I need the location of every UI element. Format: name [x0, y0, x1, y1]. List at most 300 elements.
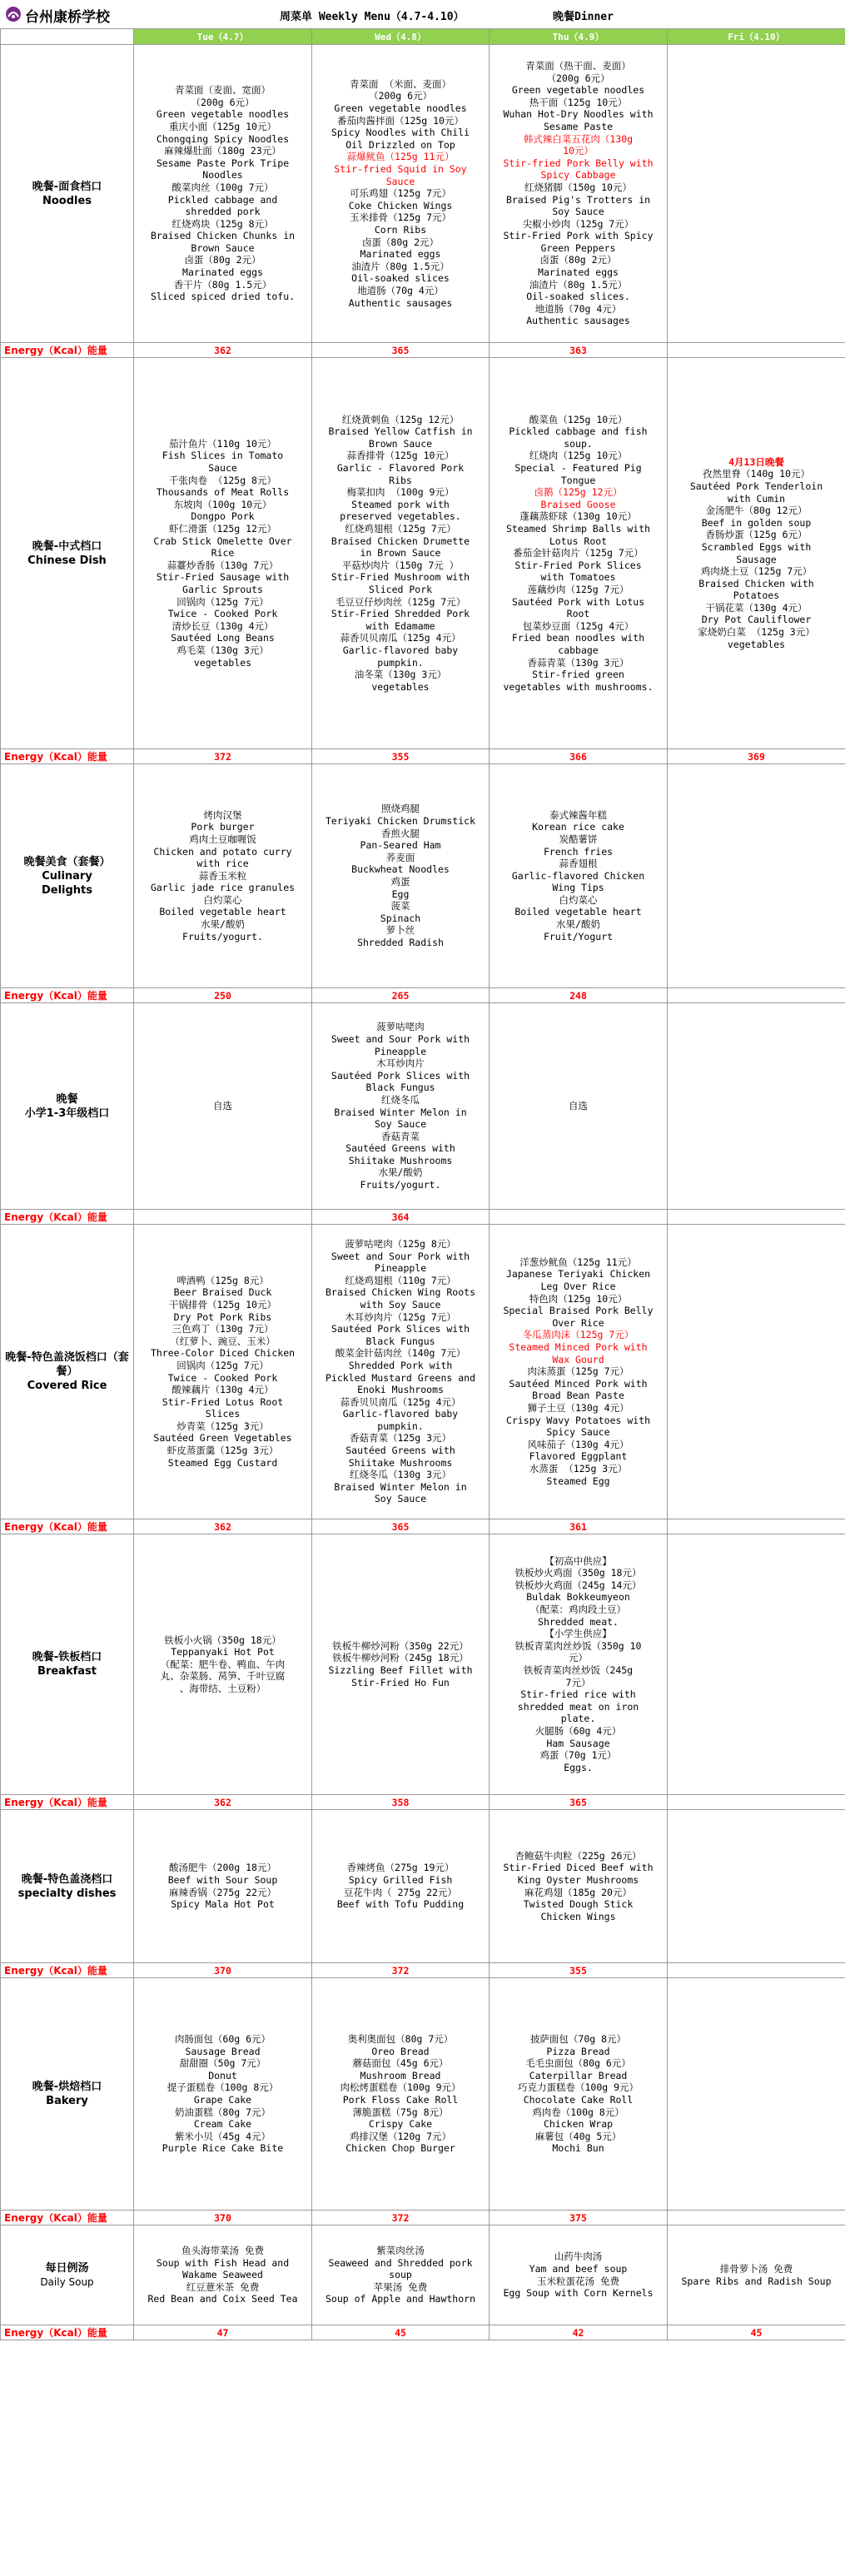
menu-item-line: 【初高中供应】 [544, 1554, 612, 1567]
menu-cell [490, 764, 668, 988]
energy-value: 42 [490, 2325, 668, 2340]
menu-item-line: Spinach [380, 912, 421, 924]
energy-value: 363 [490, 343, 668, 358]
section-label-zh: 晚餐-中式档口 [32, 540, 102, 553]
menu-item-line: 红烧冬瓜 [381, 1093, 420, 1106]
menu-item-line: Noodles [202, 169, 243, 182]
menu-item-line: Sauce [385, 175, 415, 187]
menu-item-line: 特色肉（125g 10元） [529, 1292, 628, 1305]
menu-item-line: Beef with Tofu Pudding [336, 1898, 465, 1911]
section-label-en: Breakfast [37, 1665, 97, 1678]
menu-item-line: Sautéed Greens with [345, 1142, 455, 1155]
menu-item-line: Wing Tips [552, 882, 604, 894]
menu-item-line: （配菜：鸡肉段土豆） [530, 1604, 626, 1616]
menu-item-line: Donut [208, 2069, 237, 2081]
menu-item-line: Buckwheat Noodles [351, 863, 450, 876]
menu-item-line: 铁板牛柳炒河粉（245g 18元） [332, 1652, 469, 1664]
menu-item-line: 鱼头海带菜汤 免费 [181, 2245, 264, 2257]
menu-cell [312, 1810, 490, 1963]
day-header-1: Tue（4.7） [134, 29, 312, 45]
energy-value: 45 [668, 2325, 845, 2340]
menu-item-line: Shredded meat. [538, 1615, 619, 1628]
menu-item-line: Lotus Root [549, 535, 608, 547]
energy-value: 370 [134, 1963, 312, 1978]
menu-item-line: 铁板炒火鸡面（350g 18元） [514, 1567, 642, 1579]
menu-item-line: 甜甜圈（50g 7元） [179, 2057, 266, 2070]
menu-item-line: 回锅肉（125g 7元） [176, 595, 269, 608]
menu-item-line: Chocolate Cake Roll [523, 2094, 634, 2106]
menu-cell [668, 1978, 845, 2210]
menu-item-line: pumpkin. [377, 1420, 424, 1432]
menu-item-line: Braised Yellow Catfish in [328, 425, 473, 438]
menu-item-line: Coke Chicken Wings [348, 199, 453, 211]
menu-item-line: 红豆薏米茶 免费 [186, 2280, 260, 2293]
menu-item-line: Pineapple [374, 1262, 427, 1275]
menu-item-line: Tongue [560, 474, 596, 486]
menu-item-line: Shiitake Mushrooms [348, 1456, 453, 1469]
menu-item-line: （红萝卜、豌豆、玉米） [170, 1335, 276, 1347]
menu-item-line: 卤鹅（125g 12元） [534, 486, 623, 499]
menu-item-line: 冬瓜蒸肉沫（125g 7元） [522, 1329, 634, 1341]
menu-item-line: Garlic-flavored Chicken [511, 869, 645, 882]
section-label-zh: 晚餐-特色盖浇饭档口（套餐） [5, 1351, 129, 1378]
menu-item-line: 苹果汤 免费 [373, 2280, 428, 2293]
menu-item-line: Sautéed Green Vegetables [153, 1432, 292, 1445]
menu-item-line: Mochi Bun [552, 2142, 604, 2155]
menu-item-line: Crispy Cake [368, 2118, 433, 2131]
section-label [1, 2225, 134, 2325]
menu-item-line: with Edamame [365, 619, 435, 632]
energy-value: 365 [312, 343, 490, 358]
menu-cell [668, 1810, 845, 1963]
menu-item-line: 莲藕炒肉（125g 7元） [527, 583, 629, 595]
menu-item-line: 茄汁鱼片（110g 10元） [169, 437, 276, 450]
energy-label: Energy（Kcal）能量 [1, 1963, 134, 1978]
section-row [1, 2225, 845, 2325]
menu-cell [134, 1003, 312, 1210]
menu-item-line: Spicy Noodles with Chili [331, 127, 470, 139]
menu-item-line: 香煎火腿 [381, 827, 420, 839]
menu-item-line: Oil Drizzled on Top [345, 138, 455, 151]
section-label [1, 1978, 134, 2210]
menu-item-line: 肉松烤蛋糕卷（100g 9元） [340, 2081, 461, 2094]
menu-item-line: 酸菜金针菇肉丝（140g 7元） [335, 1347, 466, 1360]
menu-item-line: Sautéed Minced Pork with [509, 1377, 648, 1390]
menu-cell [668, 45, 845, 343]
energy-value: 372 [134, 749, 312, 764]
menu-item-line: 巧克力蛋糕卷（100g 9元） [517, 2081, 639, 2094]
menu-item-line: 卤蛋（80g 2元） [184, 254, 261, 266]
menu-item-line: Green vegetable noodles [334, 102, 467, 115]
menu-item-line: Stir-Fried Pork Slices [514, 559, 642, 571]
menu-item-line: 蒜爆鱿鱼（125g 11元） [346, 151, 455, 163]
menu-item-line: Steamed Shrimp Balls with [505, 523, 651, 535]
menu-item-line: pumpkin. [377, 656, 424, 669]
menu-cell [668, 764, 845, 988]
menu-item-line: 酸菜肉丝（100g 7元） [171, 181, 274, 193]
menu-item-line: 卤蛋（80g 2元） [361, 236, 440, 248]
menu-item-line: 毛毛虫面包（80g 6元） [525, 2057, 631, 2070]
menu-item-line: 木耳炒肉片（125g 7元） [345, 1310, 456, 1323]
menu-item-line: Thousands of Meat Rolls [156, 486, 290, 499]
menu-item-line: Sliced Pork [368, 583, 433, 595]
menu-item-line: Garlic jade rice granules [150, 882, 296, 894]
menu-item-line: 卤蛋（80g 2元） [539, 254, 617, 266]
energy-row [1, 343, 845, 358]
menu-item-line: shredded meat on iron [517, 1700, 639, 1713]
menu-cell [490, 2225, 668, 2325]
menu-item-line: Stir-fried Pork Belly with [503, 157, 654, 169]
energy-value [668, 343, 845, 358]
menu-item-line: Fruit/Yogurt [543, 930, 614, 942]
menu-item-line: Sweet and Sour Pork with [331, 1032, 470, 1045]
menu-item-line: preserved vegetables. [340, 510, 461, 523]
menu-item-line: Steamed Egg Custard [167, 1456, 278, 1469]
menu-item-line: 水果/酸奶 [378, 1166, 423, 1179]
energy-value: 45 [312, 2325, 490, 2340]
menu-cell [134, 1978, 312, 2210]
menu-item-line: 酸辣藕片（130g 4元） [171, 1384, 274, 1396]
menu-cell [312, 1225, 490, 1519]
menu-item-line: Sesame Paste [543, 120, 614, 132]
section-label-zh: 晚餐-特色盖浇档口 [21, 1872, 113, 1886]
menu-item-line: 家烧奶白菜 （125g 3元） [698, 626, 815, 639]
section-label-zh: 晚餐-烘焙档口 [32, 2081, 102, 2093]
menu-item-line: Stir-Fried Mushroom with [331, 571, 470, 584]
energy-value: 47 [134, 2325, 312, 2340]
menu-item-line: 菠菜 [390, 900, 410, 913]
menu-item-line: 风味茄子（130g 4元） [527, 1438, 629, 1450]
menu-item-line: Shiitake Mushrooms [348, 1154, 453, 1166]
energy-value: 250 [134, 988, 312, 1003]
section-label [1, 1810, 134, 1963]
menu-item-line: with Tomatoes [540, 571, 616, 584]
menu-item-line: 肉肠面包（60g 6元） [174, 2033, 271, 2046]
menu-item-line: Spare Ribs and Radish Soup [681, 2275, 832, 2287]
menu-item-line: 玉米粒蛋花汤 免费 [537, 2275, 619, 2287]
menu-item-line: vegetables [193, 656, 252, 669]
menu-item-line: Soy Sauce [552, 206, 604, 218]
section-row [1, 1978, 845, 2210]
menu-item-line: Enoki Mushrooms [357, 1384, 444, 1396]
menu-item-line: Twisted Dough Stick [523, 1898, 634, 1911]
menu-item-line: 铁板青菜肉丝炒饭（350g 10 [514, 1639, 642, 1652]
menu-item-line: 尖椒小炒肉（125g 7元） [522, 217, 634, 230]
menu-cell [134, 2225, 312, 2325]
menu-item-line: 菠萝咕咾肉（125g 8元） [345, 1237, 456, 1250]
menu-item-line: Sautéed Long Beans [171, 632, 275, 644]
menu-cell [490, 1003, 668, 1210]
energy-value: 355 [312, 749, 490, 764]
energy-row [1, 2325, 845, 2340]
menu-item-line: Soy Sauce [374, 1493, 427, 1505]
menu-item-line: Broad Bean Paste [532, 1390, 624, 1402]
section-label [1, 764, 134, 988]
menu-item-line: 铁板牛柳炒河粉（350g 22元） [332, 1639, 469, 1652]
menu-item-line: 10元） [563, 145, 594, 157]
energy-value: 370 [134, 2210, 312, 2225]
menu-item-line: 酸菜鱼（125g 10元） [529, 413, 628, 425]
menu-item-line: 奶油蛋糕（80g 7元） [174, 2106, 271, 2118]
energy-row [1, 988, 845, 1003]
menu-item-line: Crab Stick Omelette Over [153, 535, 292, 547]
menu-item-line: 虾皮蒸蛋羹（125g 3元） [167, 1445, 279, 1457]
menu-item-line: 麻辣爆肚面（180g 23元） [164, 145, 281, 157]
menu-item-line: Pan-Seared Ham [360, 839, 441, 852]
energy-value: 375 [490, 2210, 668, 2225]
menu-cell [312, 1003, 490, 1210]
menu-item-line: 鸡蛋 [390, 876, 410, 888]
menu-item-line: Chongqing Spicy Noodles [156, 132, 290, 145]
menu-item-line: 4月13日晚餐 [728, 455, 784, 468]
menu-item-line: Stir-Fried Ho Fun [351, 1676, 450, 1688]
menu-item-line: 千张肉卷 （125g 8元） [169, 474, 276, 486]
energy-value: 248 [490, 988, 668, 1003]
menu-item-line: 照烧鸡腿 [381, 803, 420, 815]
menu-item-line: 红烧鸡翅根（110g 7元） [345, 1274, 456, 1286]
menu-item-line: 红烧黄刺鱼（125g 12元） [341, 413, 460, 425]
energy-value [668, 988, 845, 1003]
menu-item-line: Sautéed Pork Tenderloin [689, 480, 823, 492]
menu-item-line: 干锅排骨（125g 10元） [169, 1298, 276, 1310]
menu-item-line: Scrambled Eggs with [701, 540, 812, 553]
menu-item-line: Soup of Apple and Hawthorn [325, 2293, 475, 2305]
menu-item-line: Green vegetable noodles [511, 84, 645, 97]
menu-item-line: Braised Winter Melon in [334, 1106, 467, 1118]
menu-item-line: 铁板青菜肉丝炒饭（245g [523, 1664, 634, 1676]
menu-item-line: Twice - Cooked Pork [167, 608, 278, 620]
menu-item-line: 虾仁滑蛋（125g 12元） [169, 523, 276, 535]
menu-item-line: Sautéed Pork Slices with [331, 1069, 470, 1082]
menu-item-line: Stir-fried rice with [520, 1688, 636, 1701]
menu-cell [134, 1534, 312, 1795]
menu-item-line: 自选 [569, 1100, 588, 1112]
menu-item-line: cabbage [558, 644, 599, 656]
menu-cell [668, 1225, 845, 1519]
menu-item-line: Special - Featured Pig [514, 462, 642, 475]
menu-item-line: Beef with Sour Soup [167, 1873, 278, 1886]
menu-item-line: Beer Braised Duck [173, 1286, 272, 1299]
menu-item-line: Authentic sausages [348, 296, 453, 309]
energy-row [1, 1210, 845, 1225]
menu-item-line: 元） [569, 1652, 588, 1664]
menu-item-line: （200g 6元） [546, 72, 610, 84]
menu-item-line: 金汤肥牛（80g 12元） [705, 505, 808, 517]
menu-item-line: Pickled Mustard Greens and [325, 1371, 475, 1384]
menu-item-line: Ham Sausage [546, 1737, 610, 1749]
menu-item-line: Dry Pot Cauliflower [701, 614, 812, 626]
energy-label: Energy（Kcal）能量 [1, 1795, 134, 1810]
menu-cell [134, 1810, 312, 1963]
menu-item-line: Leg Over Rice [540, 1281, 616, 1293]
menu-item-line: Chicken Wrap [543, 2118, 614, 2131]
menu-cell [134, 1225, 312, 1519]
menu-cell [312, 358, 490, 749]
menu-item-line: 可乐鸡翅（125g 7元） [349, 187, 452, 200]
menu-item-line: 山药牛肉汤 [554, 2250, 603, 2263]
menu-item-line: Stir-Fried Lotus Root [162, 1395, 284, 1408]
menu-item-line: with Soy Sauce [360, 1298, 441, 1310]
menu-item-line: Garlic-flavored baby [342, 644, 459, 656]
day-header-2: Wed（4.8） [312, 29, 490, 45]
energy-value [668, 1795, 845, 1810]
section-label [1, 1534, 134, 1795]
menu-item-line: Garlic Sprouts [182, 583, 263, 595]
menu-item-line: Chicken Wings [540, 1910, 616, 1922]
menu-cell [312, 45, 490, 343]
menu-item-line: Boiled vegetable heart [514, 906, 642, 918]
menu-item-line: Ribs [389, 474, 412, 486]
menu-item-line: Korean rice cake [532, 821, 624, 833]
menu-item-line: Shredded Radish [357, 936, 444, 948]
menu-item-line: 披萨面包（70g 8元） [529, 2033, 627, 2046]
menu-item-line: 鸡肉烧土豆（125g 7元） [700, 565, 813, 578]
menu-item-line: Sauce [208, 462, 237, 475]
menu-item-line: Braised Chicken Chunks in [150, 230, 296, 242]
menu-item-line: Stir-fried Squid in Soy [334, 163, 467, 176]
menu-cell [134, 764, 312, 988]
energy-value: 365 [490, 1795, 668, 1810]
menu-item-line: （200g 6元） [191, 96, 255, 108]
menu-item-line: Braised Winter Melon in [334, 1480, 467, 1493]
menu-item-line: Wax Gourd [552, 1353, 604, 1365]
menu-item-line: Pork Floss Cake Roll [342, 2094, 459, 2106]
menu-item-line: Black Fungus [365, 1082, 435, 1094]
section-label-zh: 晚餐 [56, 1092, 78, 1106]
menu-item-line: Crispy Wavy Potatoes with [505, 1414, 651, 1426]
menu-item-line: 水蒸蛋 （125g 3元） [529, 1462, 628, 1474]
menu-item-line: shredded pork [185, 206, 261, 218]
menu-item-line: 香辣烤鱼（275g 19元） [346, 1862, 455, 1874]
menu-item-line: vegetables [371, 680, 430, 693]
menu-item-line: Sausage Bread [185, 2045, 261, 2057]
energy-value: 362 [134, 1795, 312, 1810]
menu-item-line: Wakame Seaweed [182, 2269, 263, 2281]
menu-item-line: Marinated eggs [360, 248, 441, 261]
menu-item-line: Oil-soaked slices. [526, 291, 630, 303]
menu-item-line: 香蒜青菜（130g 3元） [527, 656, 629, 669]
menu-cell [668, 2225, 845, 2325]
energy-value: 355 [490, 1963, 668, 1978]
menu-item-line: Black Fungus [365, 1335, 435, 1347]
menu-item-line: Pineapple [374, 1045, 427, 1057]
menu-item-line: 蒜香玉米粒 [198, 869, 247, 882]
menu-item-line: 包菜炒豆面（125g 4元） [522, 619, 634, 632]
menu-item-line: Fruits/yogurt. [360, 1179, 441, 1191]
menu-item-line: soup. [564, 437, 593, 450]
menu-item-line: Braised Chicken with [698, 577, 814, 589]
menu-item-line: Braised Pig's Trotters in [505, 193, 651, 206]
menu-item-line: 蘑菇面包（45g 6元） [352, 2057, 449, 2070]
menu-item-line: 蒜薹炒香肠（130g 7元） [167, 559, 279, 571]
menu-item-line: 木耳炒肉片 [376, 1057, 425, 1070]
menu-item-line: Sautéed Greens with [345, 1445, 455, 1457]
section-row [1, 1810, 845, 1963]
menu-item-line: 香菇青菜（125g 3元） [349, 1432, 452, 1445]
menu-item-line: 鸡蛋（70g 1元） [539, 1749, 617, 1762]
section-label-en: Noodles [42, 194, 92, 207]
section-label-zh: 每日例汤 [45, 2261, 89, 2275]
menu-item-line: 酸汤肥牛（200g 18元） [169, 1862, 276, 1874]
menu-item-line: Japanese Teriyaki Chicken [505, 1268, 651, 1281]
menu-item-line: 白灼菜心 [559, 893, 598, 906]
section-row [1, 1534, 845, 1795]
section-label-en: Daily Soup [40, 2275, 94, 2288]
menu-item-line: Steamed Minced Pork with [509, 1341, 648, 1354]
section-label-zh: 晚餐-面食档口 [32, 180, 102, 193]
section-row [1, 764, 845, 988]
menu-header [0, 0, 845, 28]
menu-item-line: Root [566, 608, 590, 620]
menu-item-line: 洋葱炒鱿鱼（125g 11元） [519, 1256, 637, 1268]
menu-item-line: 地道肠（70g 4元） [534, 302, 622, 315]
menu-item-line: Stir-Fried Shredded Pork [331, 608, 470, 620]
menu-item-line: Red Bean and Coix Seed Tea [147, 2293, 298, 2305]
menu-item-line: Fried bean noodles with [511, 632, 645, 644]
menu-item-line: King Oyster Mushrooms [517, 1873, 639, 1886]
menu-item-line: Mushroom Bread [360, 2069, 441, 2081]
menu-item-line: 7元） [565, 1676, 591, 1688]
menu-item-line: （200g 6元） [368, 90, 433, 102]
menu-item-line: 香菇青菜 [381, 1130, 420, 1142]
section-row [1, 45, 845, 343]
menu-item-line: （配菜：肥牛卷、鸭血、午肉 [160, 1658, 286, 1670]
energy-row [1, 1519, 845, 1534]
energy-value: 365 [312, 1519, 490, 1534]
menu-item-line: Pickled cabbage and [167, 193, 278, 206]
menu-item-line: Three-Color Diced Chicken [150, 1347, 296, 1360]
menu-item-line: soup [389, 2269, 412, 2281]
menu-item-line: Sautéed Pork with Lotus [511, 595, 645, 608]
menu-item-line: Slices [205, 1408, 241, 1420]
menu-item-line: 紫菜肉丝汤 [376, 2245, 425, 2257]
menu-item-line: Brown Sauce [191, 241, 255, 254]
energy-value: 369 [668, 749, 845, 764]
section-row [1, 1225, 845, 1519]
menu-item-line: 、海带结、土豆粉） [179, 1682, 266, 1694]
menu-item-line: Green vegetable noodles [156, 108, 290, 121]
menu-item-line: 红烧猪脚（150g 10元） [524, 181, 632, 193]
menu-item-line: Spicy Grilled Fish [348, 1873, 453, 1886]
menu-item-line: Over Rice [552, 1316, 604, 1329]
menu-item-line: 自选 [213, 1100, 232, 1112]
energy-label: Energy（Kcal）能量 [1, 749, 134, 764]
menu-cell [668, 1534, 845, 1795]
section-label-zh: 晚餐-铁板档口 [32, 1651, 102, 1663]
menu-item-line: 香肠炒蛋（125g 6元） [705, 529, 808, 541]
menu-item-line: 麻辣香锅（275g 22元） [169, 1886, 276, 1898]
section-label [1, 1003, 134, 1210]
menu-item-line: Sweet and Sour Pork with [331, 1250, 470, 1262]
section-label [1, 45, 134, 343]
energy-label: Energy（Kcal）能量 [1, 2210, 134, 2225]
school-logo-icon [5, 6, 22, 22]
menu-item-line: 豆花牛肉（ 275g 22元） [344, 1886, 457, 1898]
menu-item-line: Twice - Cooked Pork [167, 1371, 278, 1384]
menu-item-line: 东坡肉（100g 10元） [173, 498, 272, 510]
menu-item-line: Sesame Paste Pork Tripe [156, 157, 290, 169]
energy-label: Energy（Kcal）能量 [1, 2325, 134, 2340]
school-name: 台州康桥学校 [25, 9, 110, 26]
menu-item-line: 重庆小面（125g 10元） [169, 120, 276, 132]
menu-item-line: Sizzling Beef Fillet with [328, 1664, 473, 1676]
energy-label: Energy（Kcal）能量 [1, 343, 134, 358]
energy-label: Energy（Kcal）能量 [1, 1210, 134, 1225]
day-header-row [1, 29, 845, 45]
energy-value [134, 1210, 312, 1225]
menu-item-line: 番茄肉酱拌面（125g 10元） [337, 114, 464, 127]
menu-item-line: Grape Cake [193, 2094, 252, 2106]
